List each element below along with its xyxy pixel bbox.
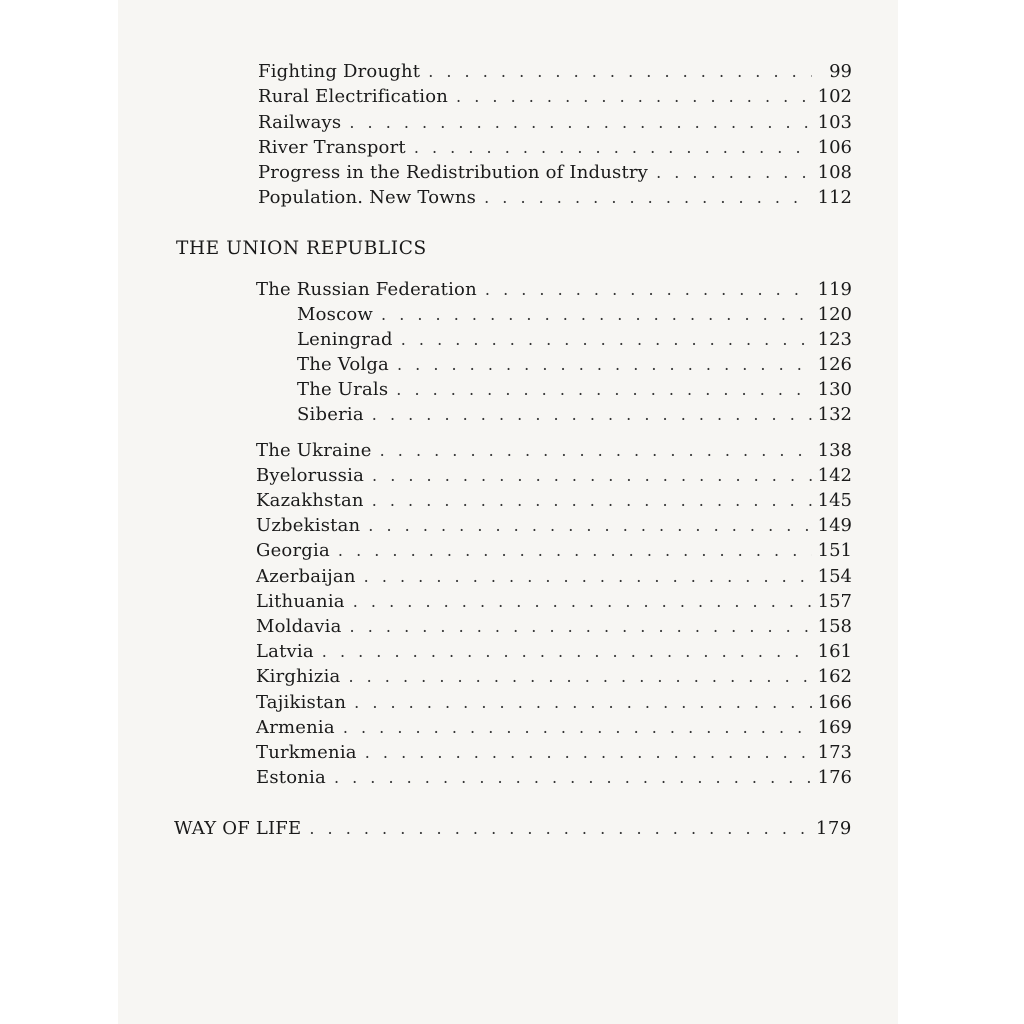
toc-entry[interactable] [258, 110, 852, 136]
toc-entry-page: 173 [817, 742, 852, 763]
dot-leader [343, 715, 812, 741]
dot-leader [656, 160, 812, 186]
toc-subentry[interactable] [297, 302, 852, 328]
toc-entry-title: Uzbekistan [256, 515, 361, 536]
dot-leader [364, 564, 812, 590]
toc-entry-title: Armenia [256, 717, 335, 738]
toc-entry[interactable] [258, 185, 852, 211]
dot-leader [372, 488, 812, 514]
toc-entry-page: 130 [817, 379, 852, 400]
toc-entry-title: Estonia [256, 767, 326, 788]
dot-leader [365, 740, 812, 766]
toc-entry-title: Siberia [297, 404, 364, 425]
dot-leader [322, 639, 812, 665]
toc-entry-page: 120 [817, 304, 852, 325]
toc-entry[interactable] [256, 614, 852, 640]
toc-subentry[interactable] [297, 327, 852, 353]
dot-leader [350, 614, 812, 640]
toc-subentry[interactable] [297, 402, 852, 428]
toc-entry-page: 99 [829, 61, 852, 82]
toc-entry-title: Railways [258, 112, 342, 133]
toc-entry-page: 132 [817, 404, 852, 425]
toc-entry[interactable] [256, 463, 852, 489]
toc-entry-title: Byelorussia [256, 465, 365, 486]
toc-entry-page: 112 [817, 187, 852, 208]
toc-entry[interactable] [258, 59, 852, 85]
toc-entry-title: The Ukraine [256, 440, 372, 461]
toc-entry-title: Rural Electrification [258, 86, 449, 107]
toc-entry-page: 154 [817, 566, 852, 587]
toc-entry-page: 119 [817, 279, 852, 300]
dot-leader [349, 110, 812, 136]
dot-leader [485, 277, 812, 303]
toc-entry-page: 179 [815, 818, 852, 839]
dot-leader [338, 538, 812, 564]
toc-entry-page: 157 [817, 591, 852, 612]
toc-entry[interactable] [256, 765, 852, 791]
toc-entry-title: Fighting Drought [258, 61, 421, 82]
toc-entry-title: The Urals [297, 379, 389, 400]
toc-entry[interactable] [256, 564, 852, 590]
toc-entry-page: 169 [817, 717, 852, 738]
toc-entry[interactable] [256, 438, 852, 464]
dot-leader [353, 589, 812, 615]
toc-entry-page: 103 [817, 112, 852, 133]
toc-entry-title: Kazakhstan [256, 490, 364, 511]
dot-leader [396, 377, 812, 403]
toc-entry-page: 142 [817, 465, 852, 486]
dot-leader [354, 690, 812, 716]
dot-leader [401, 327, 812, 353]
toc-subentry[interactable] [297, 352, 852, 378]
toc-entry-page: 123 [817, 329, 852, 350]
toc-entry[interactable] [256, 513, 852, 539]
toc-entry-title: The Volga [297, 354, 389, 375]
toc-entry[interactable] [256, 740, 852, 766]
toc-entry[interactable] [256, 538, 852, 564]
toc-entry-page: 151 [817, 540, 852, 561]
toc-entry[interactable] [258, 84, 852, 110]
dot-leader [380, 438, 812, 464]
dot-leader [484, 185, 812, 211]
toc-entry-title: Turkmenia [256, 742, 357, 763]
toc-entry[interactable] [256, 715, 852, 741]
toc-entry-title: Latvia [256, 641, 314, 662]
dot-leader [372, 463, 812, 489]
dot-leader [348, 664, 812, 690]
dot-leader [372, 402, 812, 428]
toc-entry-title: Moscow [297, 304, 374, 325]
toc-entry-page: 138 [817, 440, 852, 461]
toc-entry-page: 166 [817, 692, 852, 713]
toc-entry-title: Kirghizia [256, 666, 341, 687]
toc-entry-page: 106 [817, 137, 852, 158]
toc-entry[interactable] [256, 664, 852, 690]
toc-entry-page: 108 [817, 162, 852, 183]
toc-entry-title: Moldavia [256, 616, 342, 637]
toc-entry-page: 149 [817, 515, 852, 536]
toc-entry-title: WAY OF LIFE [174, 818, 302, 839]
toc-entry-page: 158 [817, 616, 852, 637]
toc-entry[interactable] [258, 160, 852, 186]
dot-leader [334, 765, 812, 791]
toc-entry-page: 161 [817, 641, 852, 662]
toc-entry-page: 102 [817, 86, 852, 107]
dot-leader [428, 59, 812, 85]
dot-leader [414, 135, 812, 161]
toc-entry-title: Population. New Towns [258, 187, 477, 208]
toc-entry-title: Georgia [256, 540, 330, 561]
toc-entry[interactable] [256, 639, 852, 665]
toc-entry-title: The Russian Federation [256, 279, 477, 300]
toc-subentry[interactable] [297, 377, 852, 403]
dot-leader [397, 352, 812, 378]
toc-entry-page: 176 [817, 767, 852, 788]
toc-entry-page: 126 [817, 354, 852, 375]
toc-entry[interactable] [256, 488, 852, 514]
toc-entry-title: Progress in the Redistribution of Industry [258, 162, 649, 183]
toc-entry[interactable] [258, 135, 852, 161]
toc-entry-way-of-life[interactable] [174, 816, 852, 842]
toc-entry-title: Azerbaijan [256, 566, 356, 587]
toc-entry-page: 162 [817, 666, 852, 687]
dot-leader [368, 513, 812, 539]
toc-entry-title: Tajikistan [256, 692, 347, 713]
toc-entry[interactable] [256, 690, 852, 716]
toc-entry-russian-federation[interactable] [256, 277, 852, 303]
toc-entry[interactable] [256, 589, 852, 615]
toc-entry-title: Lithuania [256, 591, 345, 612]
dot-leader [309, 816, 812, 842]
toc-entry-page: 145 [817, 490, 852, 511]
section-heading-union-republics[interactable]: THE UNION REPUBLICS [176, 238, 427, 259]
dot-leader [381, 302, 812, 328]
toc-entry-title: Leningrad [297, 329, 393, 350]
dot-leader [456, 84, 812, 110]
toc-entry-title: River Transport [258, 137, 406, 158]
